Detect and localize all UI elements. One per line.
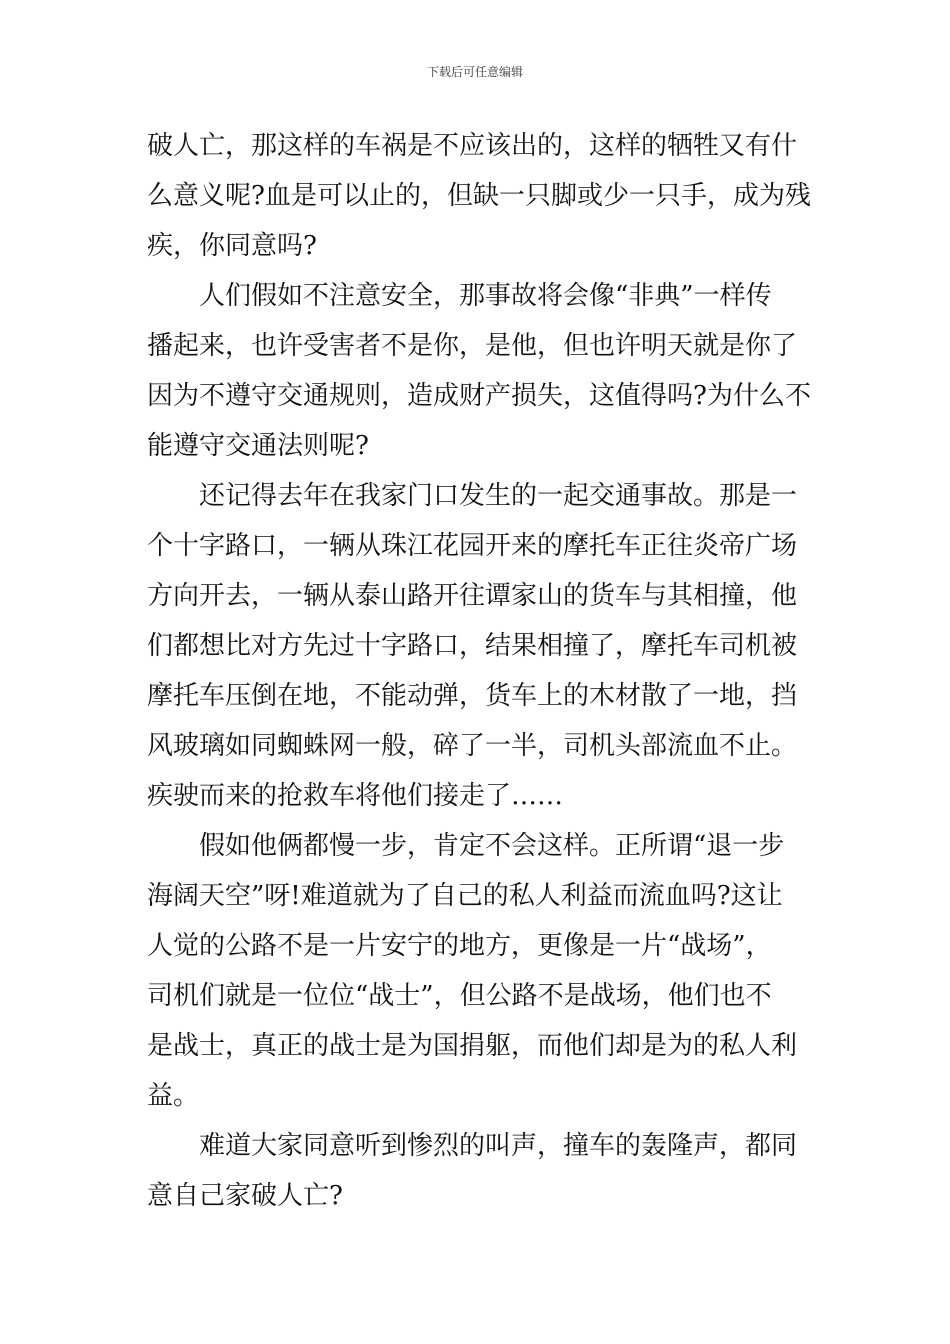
text-line: 们都想比对方先过十字路口，结果相撞了，摩托车司机被 [147,631,798,661]
text-line: 播起来，也许受害者不是你，是他，但也许明天就是你了 [147,331,798,361]
text-line: 风玻璃如同蜘蛛网一般，碎了一半，司机头部流血不止。 [147,731,798,761]
text-line: 人们假如不注意安全，那事故将会像“非典”一样传 [199,281,772,311]
text-line: 方向开去，一辆从泰山路开往谭家山的货车与其相撞，他 [147,581,798,611]
text-line: 是战士，真正的战士是为国捐躯，而他们却是为的私人利 [147,1031,798,1061]
document-body [147,121,811,1221]
text-line: 海阔天空”呀!难道就为了自己的私人利益而流血吗?这让 [147,881,783,911]
text-line: 疾，你同意吗? [147,231,317,261]
text-line: 司机们就是一位位“战士”，但公路不是战场，他们也不 [147,981,772,1011]
text-line: 疾驶而来的抢救车将他们接走了…… [147,781,564,811]
text-line: 摩托车压倒在地，不能动弹，货车上的木材散了一地，挡 [147,681,798,711]
paragraph-3 [147,471,807,821]
text-line: 破人亡，那这样的车祸是不应该出的，这样的牺牲又有什 [147,131,798,161]
text-line: 人觉的公路不是一片安宁的地方，更像是一片“战场”， [147,931,772,961]
text-line: 益。 [147,1081,200,1111]
text-line: 假如他俩都慢一步，肯定不会这样。正所谓“退一步 [199,831,785,861]
paragraph-4 [147,821,807,1121]
page-header: 下载后可任意编辑 [426,65,523,79]
text-line: 个十字路口，一辆从珠江花园开来的摩托车正往炎帝广场 [147,531,798,561]
text-line: 因为不遵守交通规则，造成财产损失，这值得吗?为什么不 [147,381,811,411]
text-line: 么意义呢?血是可以止的，但缺一只脚或少一只手，成为残 [147,181,811,211]
paragraph-2 [147,271,811,471]
text-line: 意自己家破人亡? [147,1181,343,1211]
text-line: 难道大家同意听到惨烈的叫声，撞车的轰隆声，都同 [199,1131,798,1161]
text-line: 还记得去年在我家门口发生的一起交通事故。那是一 [199,481,798,511]
text-line: 能遵守交通法则呢? [147,431,369,461]
paragraph-5 [147,1121,807,1221]
paragraph-1 [147,121,811,271]
